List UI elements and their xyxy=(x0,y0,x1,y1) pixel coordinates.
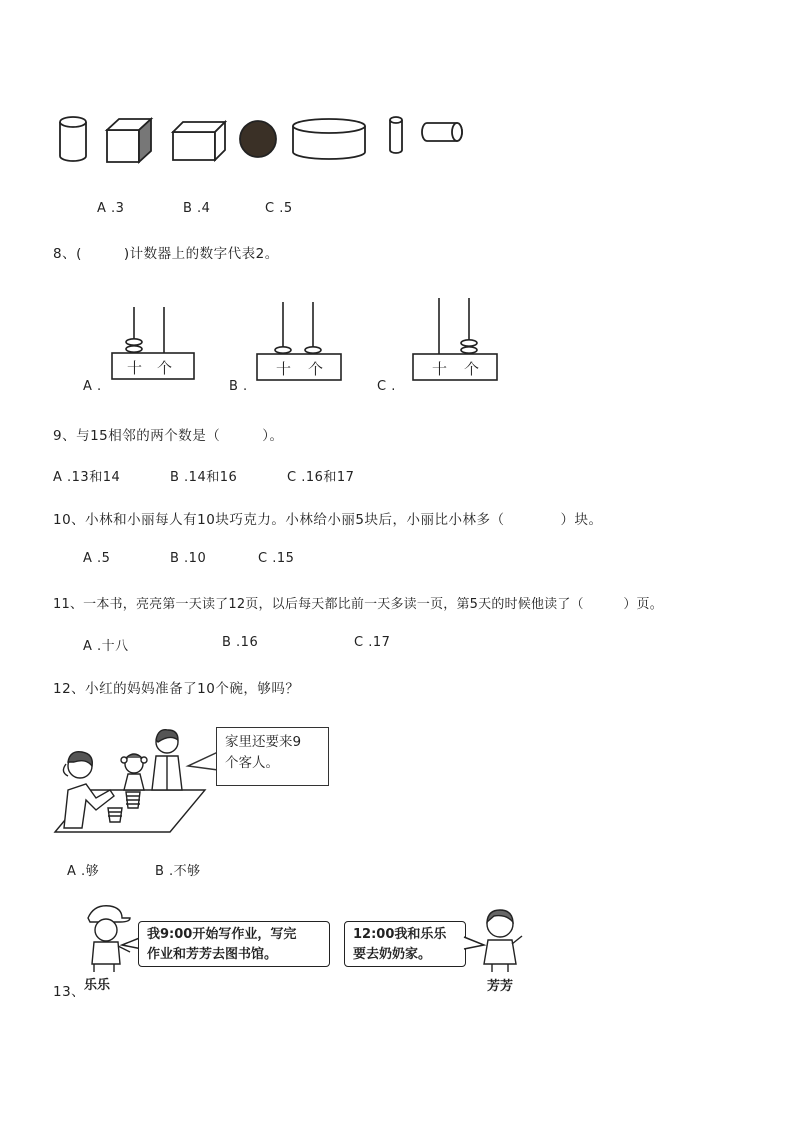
abacus-a-ones-label: 个 xyxy=(157,359,173,377)
q8-option-a[interactable]: A . xyxy=(83,379,102,394)
lele-speech-bubble xyxy=(138,921,330,967)
q10-option-c[interactable]: C .15 xyxy=(258,551,295,566)
q8-question: 8、( )计数器上的数字代表2。 xyxy=(53,246,279,262)
abacus-a-tens-label: 十 xyxy=(127,359,143,377)
cylinder-shape xyxy=(60,117,86,161)
abacus-a xyxy=(110,305,200,385)
family-table-illustration xyxy=(52,728,212,838)
abacus-c xyxy=(411,296,501,386)
q11-option-b[interactable]: B .16 xyxy=(222,635,259,650)
q9-option-b[interactable]: B .14和16 xyxy=(170,470,238,485)
sphere-shape xyxy=(240,121,276,157)
lele-name: 乐乐 xyxy=(84,978,111,993)
boy-figure xyxy=(152,730,182,790)
q13-number: 13、 xyxy=(53,984,86,1000)
abacus-b-ones-label: 个 xyxy=(308,360,324,378)
q9-question: 9、与15相邻的两个数是（ ）。 xyxy=(53,428,284,444)
wide-cylinder-shape xyxy=(293,119,365,159)
abacus-c-tens-label: 十 xyxy=(432,360,448,378)
q7-option-b[interactable]: B .4 xyxy=(183,201,211,216)
cuboid-shape xyxy=(173,122,225,160)
q10-question: 10、小林和小丽每人有10块巧克力。小林给小丽5块后，小丽比小林多（ ）块。 xyxy=(53,512,603,528)
abacus-b xyxy=(255,300,345,385)
lele-bubble-line1: 我9:00开始写作业，写完 xyxy=(147,927,297,942)
q11-option-a[interactable]: A .十八 xyxy=(83,639,129,654)
q10-option-b[interactable]: B .10 xyxy=(170,551,207,566)
fangfang-speech-bubble xyxy=(344,921,466,967)
cube-shape xyxy=(107,119,151,162)
fangfang-name: 芳芳 xyxy=(487,979,514,994)
q12-option-b[interactable]: B .不够 xyxy=(155,864,201,879)
fangfang-bubble-line1: 12:00我和乐乐 xyxy=(353,927,447,942)
horizontal-cylinder-shape xyxy=(422,123,462,141)
fangfang-figure xyxy=(476,906,526,972)
q12-bubble-line1: 家里还要来9 xyxy=(225,734,302,750)
q12-speech-bubble xyxy=(216,727,329,786)
q12-bubble-line2: 个客人。 xyxy=(225,755,279,771)
small-cylinder-shape xyxy=(390,117,402,153)
q10-option-a[interactable]: A .5 xyxy=(83,551,111,566)
q11-question: 11、一本书，亮亮第一天读了12页，以后每天都比前一天多读一页，第5天的时候他读了（ ）页。 xyxy=(53,597,663,612)
abacus-c-ones-label: 个 xyxy=(464,360,480,378)
lele-bubble-line2: 作业和芳芳去图书馆。 xyxy=(147,947,278,962)
child-figure xyxy=(121,754,147,790)
q12-option-a[interactable]: A .够 xyxy=(67,864,100,879)
q8-option-b[interactable]: B . xyxy=(229,379,248,394)
q8-option-c[interactable]: C . xyxy=(377,379,396,394)
q7-option-a[interactable]: A .3 xyxy=(97,201,125,216)
q7-option-c[interactable]: C .5 xyxy=(265,201,293,216)
q9-option-c[interactable]: C .16和17 xyxy=(287,470,355,485)
fangfang-bubble-line2: 要去奶奶家。 xyxy=(353,947,432,962)
q9-option-a[interactable]: A .13和14 xyxy=(53,470,121,485)
q11-option-c[interactable]: C .17 xyxy=(354,635,391,650)
abacus-b-tens-label: 十 xyxy=(276,360,292,378)
solids-figure xyxy=(55,112,475,172)
q12-question: 12、小红的妈妈准备了10个碗，够吗？ xyxy=(53,681,300,697)
